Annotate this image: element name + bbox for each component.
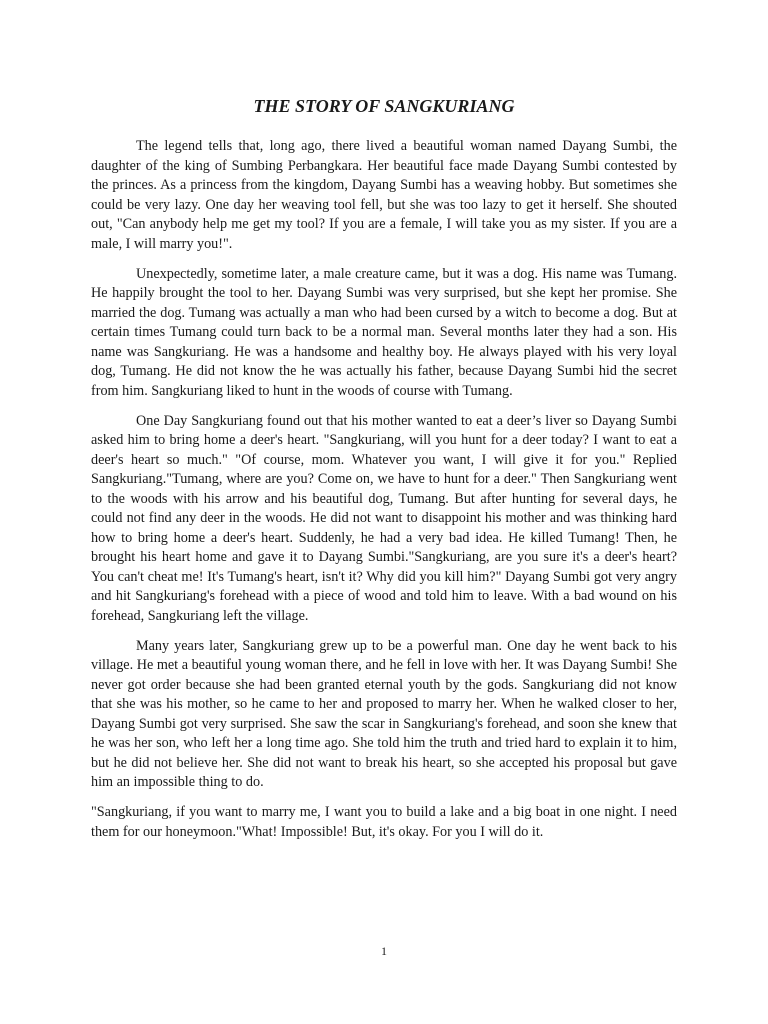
- document-title: THE STORY OF SANGKURIANG: [253, 96, 515, 116]
- paragraph-3: One Day Sangkuriang found out that his mother wanted to eat a deer’s liver so Dayang Sumbi asked him to bring home a deer's heart. "Sangkuriang, will you hunt for a deer today? I want to eat a deer's heart so much." "Of course, mom. Whatever you want, I will give it for you." Replied Sangkuriang."Tumang, where are you? Come on, we have to hunt for a deer." Then Sangkuriang went to the woods with his arrow and his beautiful dog, Tumang. But after hunting for several days, he could not find any deer in the woods. He did not want to disappoint his mother and was thinking hard how to bring home a deer's heart. Suddenly, he had a very bad idea. He killed Tumang! Then, he brought his heart home and gave it to Dayang Sumbi."Sangkuriang, are you sure it's a deer's heart? You can't cheat me! It's Tumang's heart, isn't it? Why did you kill him?" Dayang Sumbi got very angry and hit Sangkuriang's forehead with a piece of wood and told him to leave. With a bad wound on his forehead, Sangkuriang left the village.: [91, 412, 677, 624]
- paragraph-5: "Sangkuriang, if you want to marry me, I want you to build a lake and a big boat in one night. I need them for our honeymoon."What! Impossible! But, it's okay. For you I will do it.: [91, 804, 677, 840]
- paragraph-2: Unexpectedly, sometime later, a male creature came, but it was a dog. His name was Tumang. He happily brought the tool to her. Dayang Sumbi was very surprised, but she kept her promise. She married the dog. Tumang was actually a man who had been cursed by a witch to become a dog. But at certain times Tumang could turn back to be a normal man. Several months later they had a son. His name was Sangkuriang. He was a handsome and healthy boy. He always played with his very loyal dog, Tumang. He did not know the he was actually his father, because Dayang Sumbi hid the secret from him. Sangkuriang liked to hunt in the woods of course with Tumang.: [91, 265, 677, 399]
- paragraph-4: Many years later, Sangkuriang grew up to be a powerful man. One day he went back to his village. He met a beautiful young woman there, and he fell in love with her. It was Dayang Sumbi! She never got order because she had been granted eternal youth by the gods. Sangkuriang did not know that she was his mother, so he came to her and proposed to marry her. When he walked closer to her, Dayang Sumbi got very surprised. She saw the scar in Sangkuriang's forehead, and soon she knew that he was her son, who left her a long time ago. She told him the truth and tried hard to explain it to him, but he did not believe her. She did not want to break his heart, so she accepted his proposal but gave him an impossible thing to do.: [91, 637, 677, 790]
- document-body: [91, 137, 677, 853]
- page-number: 1: [381, 944, 387, 958]
- paragraph-1: The legend tells that, long ago, there lived a beautiful woman named Dayang Sumbi, the daughter of the king of Sumbing Perbangkara. Her beautiful face made Dayang Sumbi contested by the princes. As a princess from the kingdom, Dayang Sumbi has a weaving hobby. But sometimes she could be very lazy. One day her weaving tool fell, but she was too lazy to get it herself. She shouted out, "Can anybody help me get my tool? If you are a female, I will take you as my sister. If you are a male, I will marry you!".: [91, 138, 677, 252]
